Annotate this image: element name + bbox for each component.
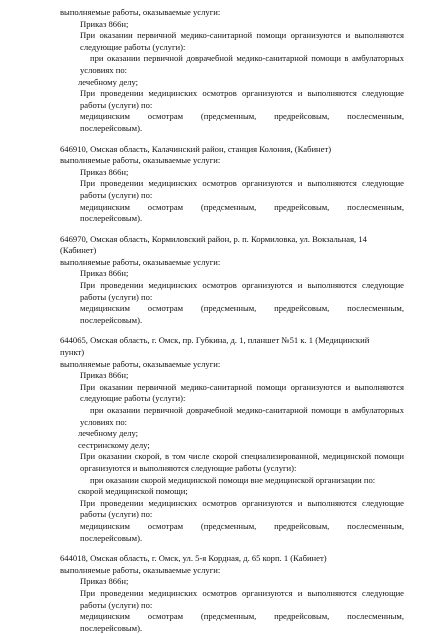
- document-text-line: При проведении медицинских осмотров организуются и выполняются следующие: [80, 280, 404, 291]
- document-text-line: скорой медицинской помощи;: [78, 486, 188, 497]
- document-text-line: медицинским осмотрам (предсменным, предрейсовым, послесменным,: [80, 611, 404, 622]
- license-address-section: [60, 335, 404, 544]
- document-text-line: при оказании первичной доврачебной медико-санитарной помощи в амбулаторных: [90, 53, 404, 64]
- document-text-line: при оказании первичной доврачебной медико-санитарной помощи в амбулаторных: [90, 405, 404, 415]
- document-text-line: выполняемые работы, оказываемые услуги:: [60, 564, 221, 575]
- document-text-line: условиях по:: [80, 416, 128, 427]
- document-text-line: Приказ 866н;: [80, 576, 129, 587]
- document-text-line: выполняемые работы, оказываемые услуги:: [60, 155, 221, 166]
- document-text-line: послерейсовым).: [80, 622, 143, 633]
- document-text-line: работы (услуги) по:: [80, 189, 153, 200]
- document-text-line: Приказ 866н;: [80, 370, 129, 381]
- document-text-line: Приказ 866н;: [80, 18, 129, 29]
- document-text-line: послерейсовым).: [80, 314, 143, 325]
- document-text-line: При оказании первичной медико-санитарной помощи организуются и выполняются: [80, 381, 404, 392]
- document-text-line: медицинским осмотрам (предсменным, предрейсовым, послесменным,: [80, 111, 404, 122]
- license-address-section: [60, 144, 404, 225]
- document-text-line: (Кабинет): [60, 245, 97, 256]
- license-address-section: [60, 234, 404, 327]
- license-address-section: [60, 553, 404, 634]
- document-text-line: послерейсовым).: [80, 532, 143, 543]
- document-text-line: При проведении медицинских осмотров организуются и выполняются следующие: [80, 497, 404, 508]
- document-text-line: работы (услуги) по:: [80, 291, 153, 302]
- section-heading-line: 646970, Омская область, Кормиловский район, р. п. Кормиловка, ул. Вокзальная, 14: [60, 233, 367, 244]
- document-text-line: При оказании скорой, в том числе скорой специализированной, медицинской помощи: [80, 451, 404, 462]
- document-text-line: работы (услуги) по:: [80, 509, 153, 520]
- document-text-line: работы (услуги) по:: [80, 99, 153, 110]
- document-text-line: При проведении медицинских осмотров организуются и выполняются следующие: [80, 587, 404, 598]
- section-heading-line: 646910, Омская область, Калачинский район, станция Колония, (Кабинет): [60, 143, 332, 154]
- document-text-line: медицинским осмотрам (предсменным, предрейсовым, послесменным,: [80, 303, 404, 314]
- section-heading-line: выполняемые работы, оказываемые услуги:: [60, 7, 221, 17]
- document-text-line: следующие работы (услуги):: [80, 41, 186, 52]
- document-text-line: Приказ 866н;: [80, 166, 129, 177]
- document-text-line: сестринскому делу;: [78, 439, 150, 450]
- document-text-line: При оказании первичной медико-санитарной помощи организуются и выполняются: [80, 30, 404, 41]
- document-text-line: при оказании скорой медицинской помощи вне медицинской организации по:: [90, 474, 376, 485]
- document-text-line: лечебному делу;: [78, 428, 139, 439]
- document-text-line: При проведении медицинских осмотров организуются и выполняются следующие: [80, 178, 404, 189]
- document-text-line: послерейсовым).: [80, 213, 143, 224]
- document-text-line: лечебному делу;: [78, 76, 139, 87]
- document-text-line: послерейсовым).: [80, 122, 143, 133]
- document-text-line: медицинским осмотрам (предсменным, предрейсовым, послесменным,: [80, 520, 404, 531]
- document-text-line: выполняемые работы, оказываемые услуги:: [60, 358, 221, 369]
- document-text-line: условиях по:: [80, 64, 128, 75]
- document-text-line: следующие работы (услуги):: [80, 393, 186, 404]
- section-heading-line: 644065, Омская область, г. Омск, пр. Губкина, д. 1, планшет №51 к. 1 (Медицинский: [60, 335, 370, 346]
- document-text-line: пункт): [60, 347, 85, 358]
- document-text-line: работы (услуги) по:: [80, 599, 153, 610]
- section-heading-line: 644018, Омская область, г. Омск, ул. 5-я Кордная, д. 65 корп. 1 (Кабинет): [60, 553, 327, 564]
- license-address-section: [60, 7, 404, 135]
- document-text-line: При проведении медицинских осмотров организуются и выполняются следующие: [80, 88, 404, 99]
- document-text-line: медицинским осмотрам (предсменным, предрейсовым, послесменным,: [80, 201, 404, 212]
- document-text-line: организуются и выполняются следующие работы (услуги):: [80, 462, 297, 473]
- document-text-line: Приказ 866н;: [80, 268, 129, 279]
- document-text-line: выполняемые работы, оказываемые услуги:: [60, 256, 221, 267]
